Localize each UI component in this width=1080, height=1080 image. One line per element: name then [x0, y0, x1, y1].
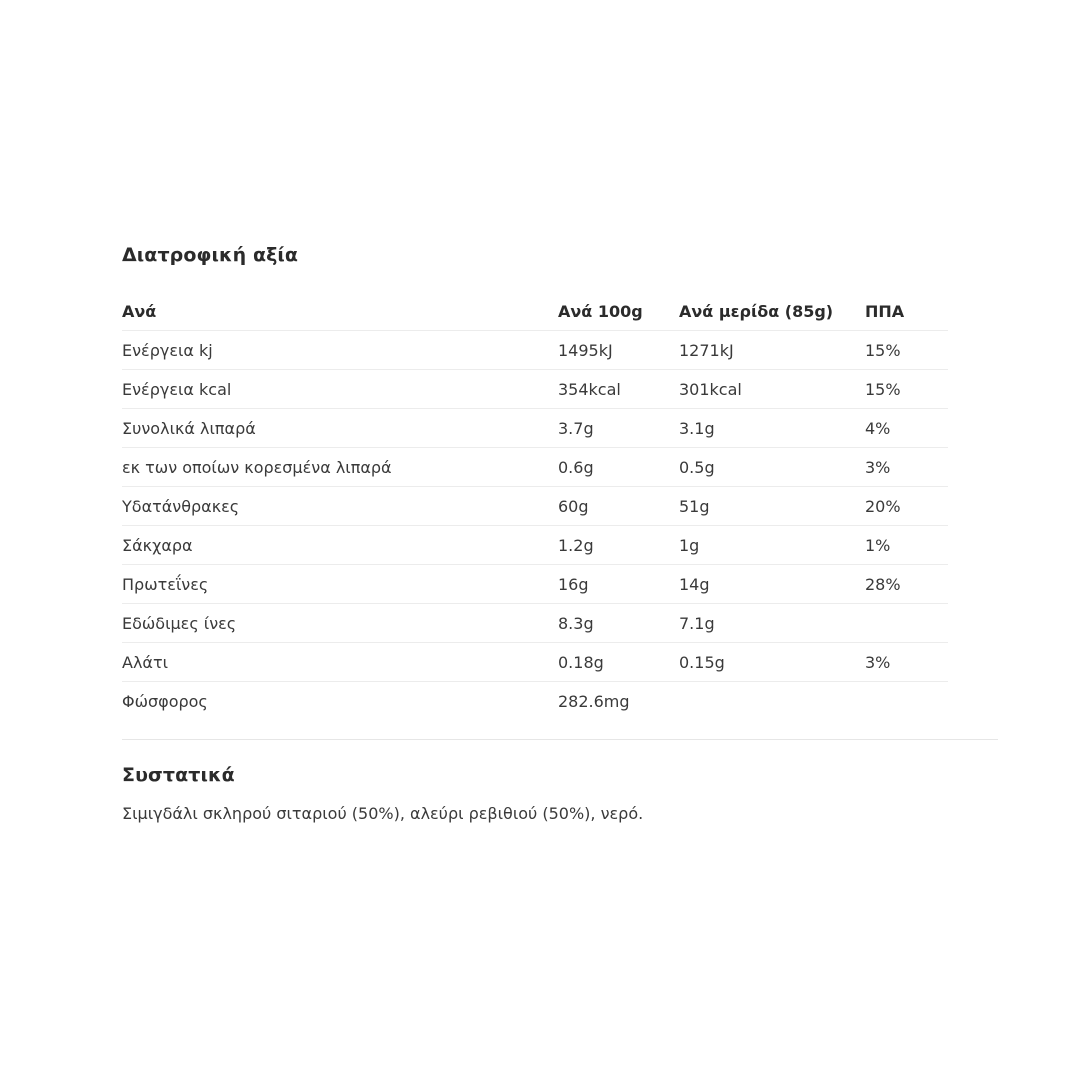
value-per-100g: 0.6g	[558, 448, 679, 487]
value-ppa: 1%	[865, 526, 948, 565]
nutrient-name: Φώσφορος	[122, 691, 208, 711]
value-per-serving: 51g	[679, 487, 865, 526]
value-per-100g: 1495kJ	[558, 331, 679, 370]
value-per-serving: 14g	[679, 565, 865, 604]
value-per-serving: 0.5g	[679, 448, 865, 487]
value-per-serving: 7.1g	[679, 604, 865, 643]
nutrient-name: Πρωτεΐνες	[122, 565, 558, 604]
header-per: Ανά	[122, 292, 558, 331]
nutrient-name: Υδατάνθρακες	[122, 487, 558, 526]
value-ppa: 3%	[865, 448, 948, 487]
nutrition-table	[122, 292, 948, 720]
table-row	[122, 682, 948, 721]
value-ppa: 3%	[865, 643, 948, 682]
header-per-100g: Ανά 100g	[558, 292, 679, 331]
value-per-serving: 0.15g	[679, 643, 865, 682]
table-row	[122, 448, 948, 487]
value-per-100g: 282.6mg	[558, 691, 630, 711]
value-per-100g: 354kcal	[558, 370, 679, 409]
value-ppa: 15%	[865, 370, 948, 409]
value-per-100g: 60g	[558, 487, 679, 526]
product-info-panel	[122, 240, 998, 823]
value-ppa: 15%	[865, 331, 948, 370]
value-per-serving: 3.1g	[679, 409, 865, 448]
nutrition-title: Διατροφική αξία	[122, 244, 299, 266]
table-row	[122, 526, 948, 565]
nutrient-name: Ενέργεια kcal	[122, 370, 558, 409]
nutrient-name: εκ των οποίων κορεσμένα λιπαρά	[122, 448, 558, 487]
table-row	[122, 409, 948, 448]
ingredients-text: Σιμιγδάλι σκληρού σιταριού (50%), αλεύρι ρεβιθιού (50%), νερό.	[122, 804, 644, 823]
value-per-serving: 1271kJ	[679, 331, 865, 370]
table-row	[122, 643, 948, 682]
value-ppa: 4%	[865, 409, 948, 448]
nutrient-name: Αλάτι	[122, 643, 558, 682]
table-row	[122, 604, 948, 643]
value-per-serving: 301kcal	[679, 370, 865, 409]
section-divider	[122, 739, 998, 740]
nutrient-name: Συνολικά λιπαρά	[122, 409, 558, 448]
value-per-serving: 1g	[679, 526, 865, 565]
value-per-100g: 8.3g	[558, 604, 679, 643]
value-per-100g: 3.7g	[558, 409, 679, 448]
value-per-100g: 0.18g	[558, 643, 679, 682]
table-row	[122, 331, 948, 370]
nutrient-name: Ενέργεια kj	[122, 331, 558, 370]
nutrient-name: Εδώδιμες ίνες	[122, 604, 558, 643]
table-row	[122, 565, 948, 604]
value-ppa	[865, 604, 948, 643]
header-ppa: ΠΠΑ	[865, 292, 948, 331]
value-per-100g: 1.2g	[558, 526, 679, 565]
table-row	[122, 370, 948, 409]
header-per-serving: Ανά μερίδα (85g)	[679, 292, 865, 331]
ingredients-title: Συστατικά	[122, 764, 235, 786]
value-ppa: 20%	[865, 487, 948, 526]
value-ppa: 28%	[865, 565, 948, 604]
table-row	[122, 487, 948, 526]
value-per-serving	[679, 682, 865, 721]
nutrient-name: Σάκχαρα	[122, 526, 558, 565]
value-per-100g: 16g	[558, 565, 679, 604]
value-ppa	[865, 682, 948, 721]
nutrition-header-row	[122, 292, 948, 331]
